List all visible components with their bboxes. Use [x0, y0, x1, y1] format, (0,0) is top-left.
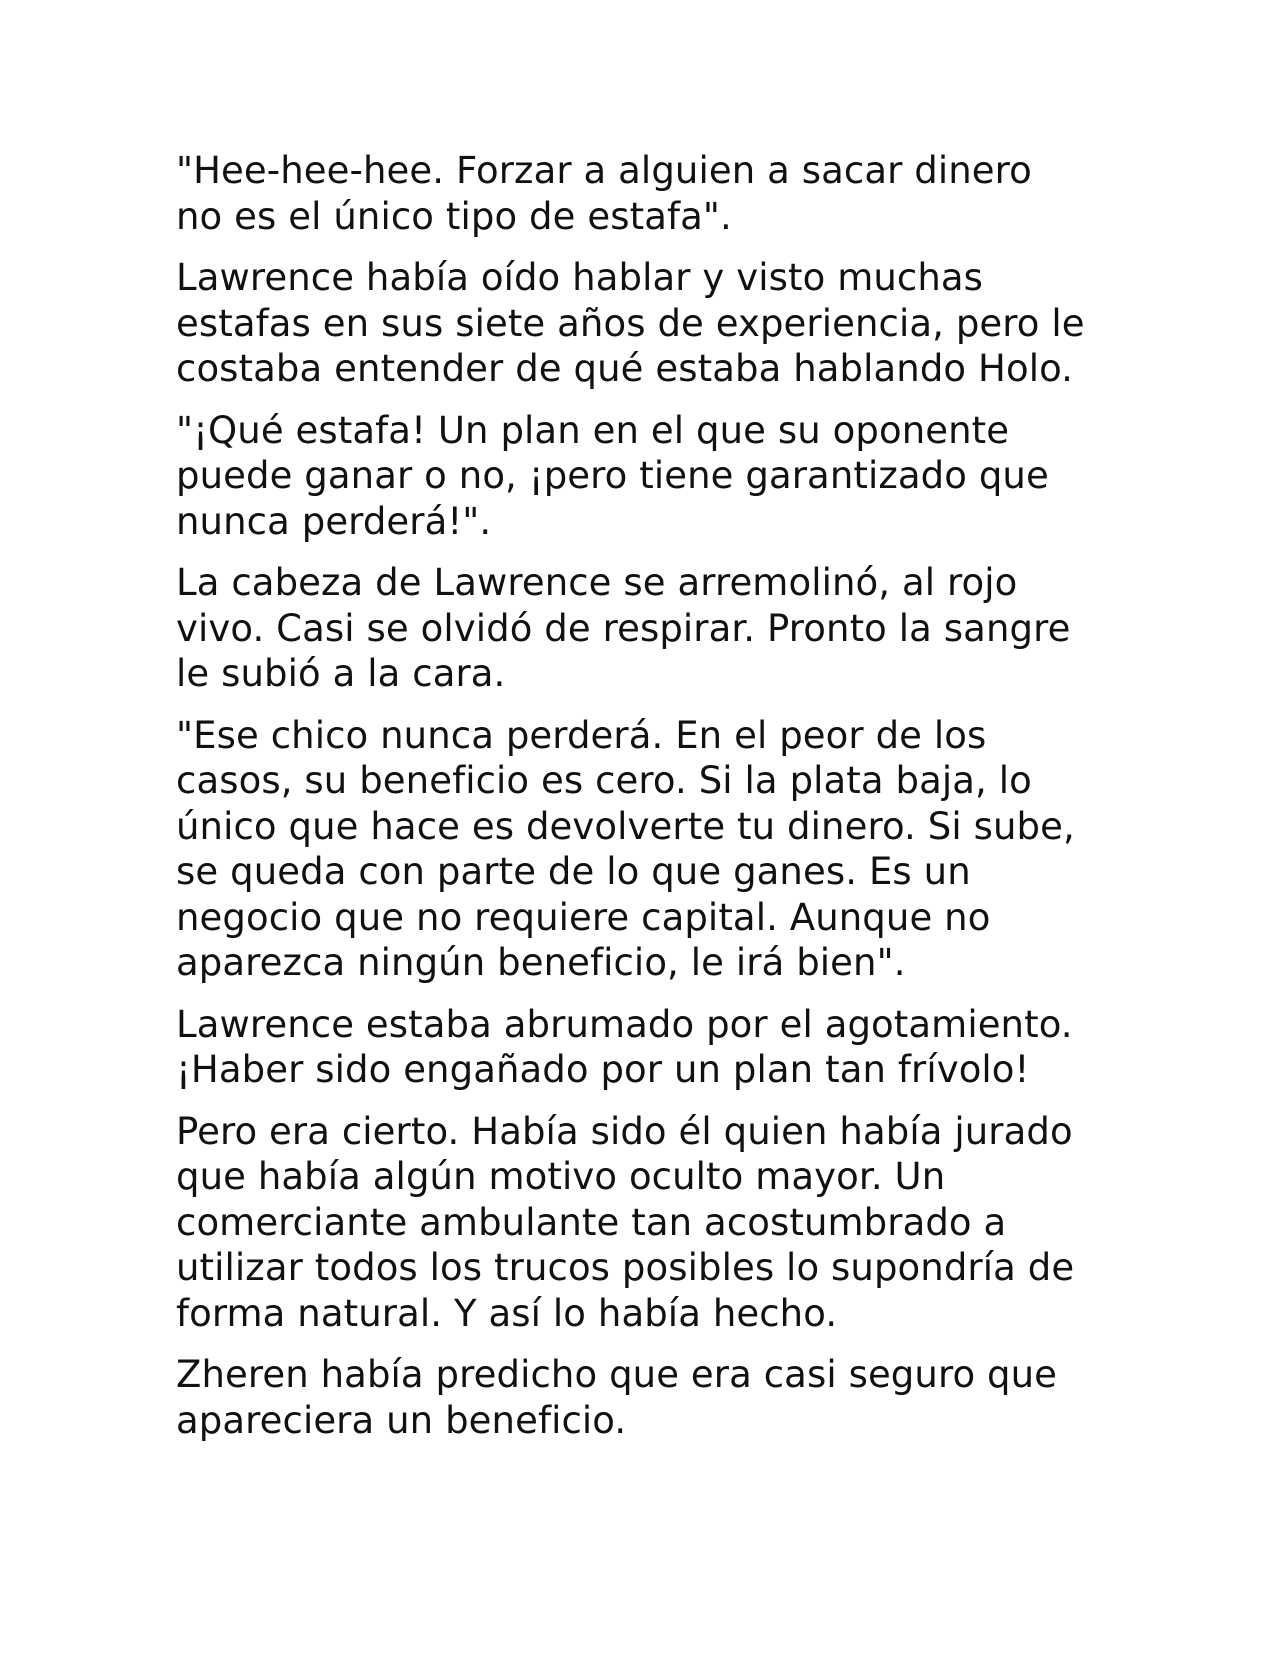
paragraph: La cabeza de Lawrence se arremolinó, al rojo vivo. Casi se olvidó de respirar. Pronto la sangre le subió a la cara. [176, 561, 1071, 695]
paragraph: "¡Qué estafa! Un plan en el que su oponente puede ganar o no, ¡pero tiene garantizado que nunca perderá!". [176, 408, 1049, 543]
paragraph: Lawrence estaba abrumado por el agotamiento. ¡Haber sido engañado por un plan tan frívolo! [176, 1002, 1073, 1091]
paragraph: Pero era cierto. Había sido él quien había jurado que había algún motivo oculto mayor. Un comerciante ambulante tan acostumbrado a utilizar todos los trucos posibles lo supondría de forma natural. Y así lo había hecho. [176, 1109, 1075, 1335]
paragraph: Zheren había predicho que era casi seguro que apareciera un beneficio. [176, 1353, 1058, 1442]
paragraph: Lawrence había oído hablar y visto muchas estafas en sus siete años de experiencia, pero le costaba entender de qué estaba hablando Holo. [176, 256, 1085, 390]
paragraph: "Hee-hee-hee. Forzar a alguien a sacar dinero no es el único tipo de estafa". [176, 149, 1032, 238]
text-body [176, 148, 1116, 1459]
paragraph: "Ese chico nunca perderá. En el peor de los casos, su beneficio es cero. Si la plata baja, lo único que hace es devolverte tu dinero. Si sube, se queda con parte de lo que ganes. Es un negocio que no requiere capital. Aunque no aparezca ningún beneficio, le irá bien". [176, 713, 1075, 984]
